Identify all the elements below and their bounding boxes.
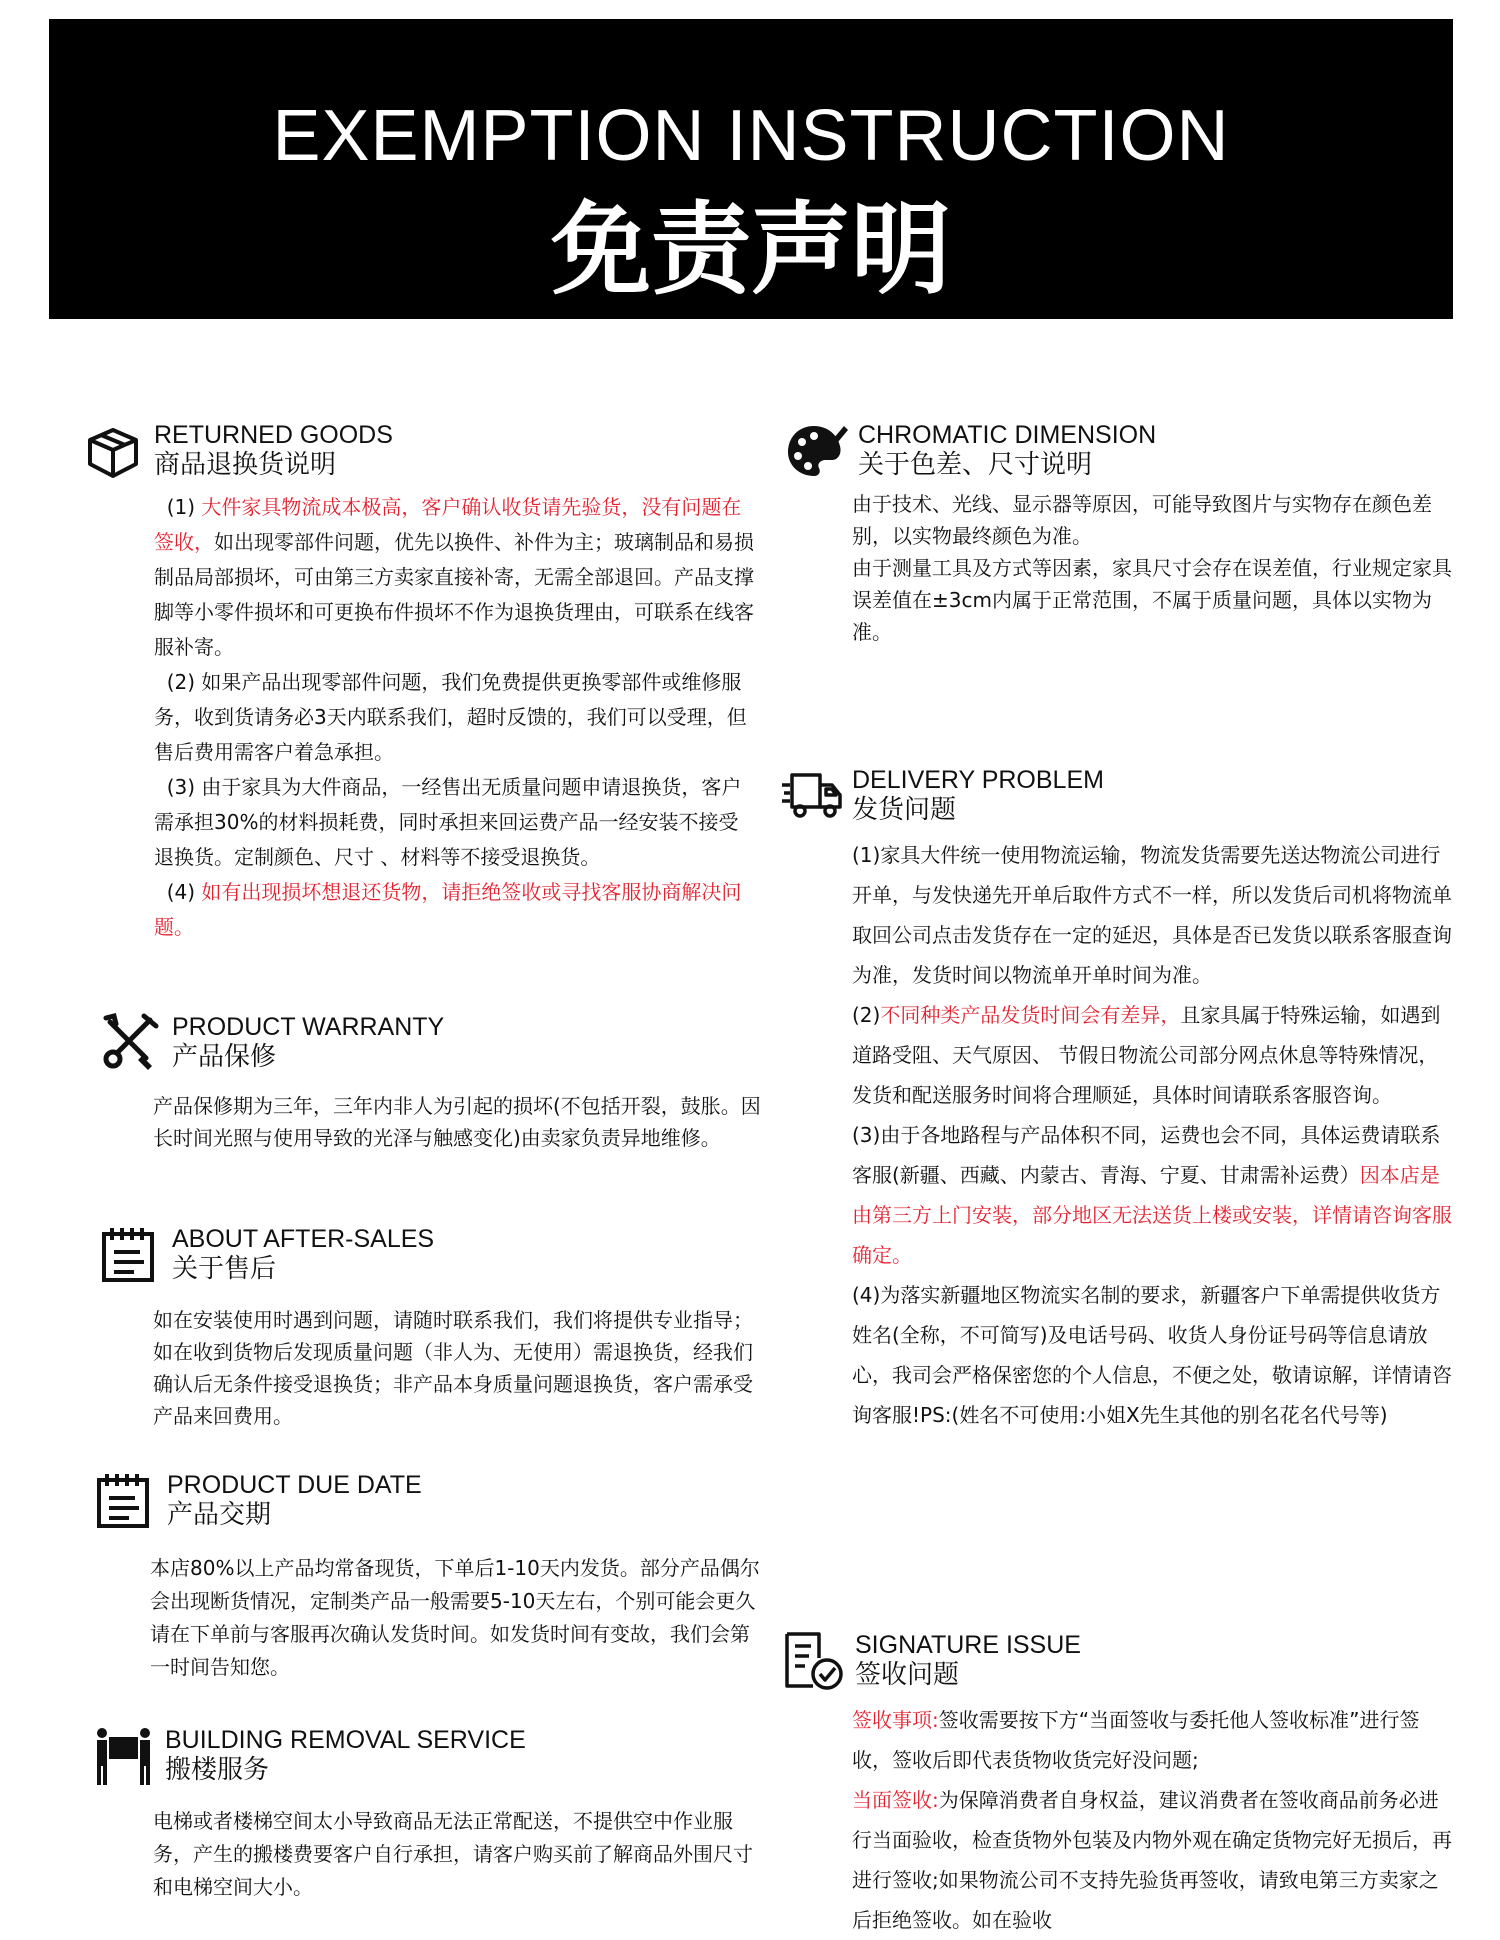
- page-title-en: EXEMPTION INSTRUCTION: [272, 96, 1230, 176]
- section-title-en: PRODUCT WARRANTY: [172, 1013, 445, 1041]
- section-title-cn: 产品交期: [167, 1500, 272, 1530]
- section-title-en: ABOUT AFTER-SALES: [172, 1225, 435, 1253]
- paragraph-3: [154, 770, 754, 875]
- calendar-icon: [100, 1224, 162, 1286]
- section-title-cn: 关于售后: [172, 1254, 277, 1284]
- section-product-warranty: [100, 1012, 770, 1150]
- section-body: 如在安装使用时遇到问题，请随时联系我们，我们将提供专业指导；如在收到货物后发现质量问题（非人为、无使用）需退换货，经我们确认后无条件接受退换货；非产品本身质量问题退换货，客户需承受产品来回费用。: [153, 1308, 753, 1428]
- highlight-text: 大件家具物流成本极高，客户确认收货请先验货，没有问题在签收，: [154, 495, 742, 554]
- section-body: [852, 1700, 1454, 1940]
- section-returned-goods: [82, 420, 762, 939]
- highlight-text: 不同种类产品发货时间会有差异，: [880, 1003, 1181, 1027]
- section-delivery-problem: [780, 765, 1456, 1427]
- paragraph-text: 且家具属于特殊运输，如遇到道路受阻、天气原因、 节假日物流公司部分网点休息等特殊情况，发货和配送服务时间将合理顺延，具体时间请联系客服咨询。: [852, 1003, 1441, 1107]
- paragraph-text: (3) 由于家具为大件商品，一经售出无质量问题申请退换货，客户需承担30%的材料损耗费，同时承担来回运费产品一经安装不接受退换货。定制颜色、尺寸 、材料等不接受退换货。: [154, 775, 742, 869]
- section-body: 电梯或者楼梯空间太小导致商品无法正常配送，不提供空中作业服务，产生的搬楼费要客户自行承担，请客户购买前了解商品外围尺寸和电梯空间大小。: [153, 1809, 753, 1899]
- paragraph-1: 由于技术、光线、显示器等原因，可能导致图片与实物存在颜色差别，以实物最终颜色为准。: [852, 492, 1432, 548]
- paragraph-3: [852, 1115, 1452, 1275]
- section-title-cn: 搬楼服务: [165, 1755, 270, 1785]
- paragraph-text: 为保障消费者自身权益，建议消费者在签收商品前务必进行当面验收，检查货物外包装及内物外观在确定货物完好无损后，再进行签收;如果物流公司不支持先验货再签收，请致电第三方卖家之后拒绝签收。如在验收: [852, 1788, 1452, 1932]
- paragraph-text: 签收需要按下方“当面签收与委托他人签收标准”进行签收，签收后即代表货物收货完好没问题;: [852, 1708, 1420, 1772]
- paragraph-2: 由于测量工具及方式等因素，家具尺寸会存在误差值，行业规定家具误差值在±3cm内属于正常范围，不属于质量问题，具体以实物为准。: [852, 556, 1452, 644]
- section-body: 产品保修期为三年，三年内非人为引起的损坏(不包括开裂，鼓胀。因长时间光照与使用导致的光泽与触感变化)由卖家负责异地维修。: [153, 1094, 761, 1150]
- section-title-cn: 发货问题: [852, 795, 957, 825]
- section-title-cn: 产品保修: [172, 1042, 277, 1072]
- highlight-text: 因本店是由第三方上门安装，部分地区无法送货上楼或安装，详情请咨询客服确定。: [852, 1163, 1452, 1267]
- section-title-en: BUILDING REMOVAL SERVICE: [165, 1726, 526, 1754]
- section-title-en: CHROMATIC DIMENSION: [858, 421, 1157, 449]
- section-body: [852, 835, 1452, 1435]
- paragraph-2: [852, 1780, 1454, 1940]
- highlight-text: 如有出现损坏想退还货物，请拒绝签收或寻找客服协商解决问题。: [154, 880, 742, 939]
- section-header: [95, 1470, 770, 1530]
- item-number: (4): [166, 880, 196, 904]
- item-number: (1): [166, 495, 196, 519]
- section-header: [786, 420, 1456, 480]
- section-header: [82, 420, 762, 480]
- signed-document-icon: [783, 1630, 845, 1692]
- section-signature-issue: [783, 1630, 1456, 1932]
- paragraph-4: [154, 875, 754, 945]
- header-banner: [49, 19, 1453, 319]
- palette-icon: [786, 420, 848, 482]
- paragraph-text: (3)由于各地路程与产品体积不同，运费也会不同，具体运费请联系客服(新疆、西藏、内蒙古、青海、宁夏、甘肃需补运费）: [852, 1123, 1441, 1187]
- highlight-text: 当面签收:: [852, 1788, 939, 1812]
- page-title-cn: 免责声明: [551, 191, 951, 308]
- tools-icon: [100, 1012, 162, 1074]
- section-title-en: DELIVERY PROBLEM: [852, 766, 1104, 794]
- paragraph-4: (4)为落实新疆地区物流实名制的要求，新疆客户下单需提供收货方姓名(全称，不可简写)及电话号码、收货人身份证号码等信息请放心，我司会严格保密您的个人信息，不便之处，敬请谅解，详情请咨询客服!PS:(姓名不可使用:小姐X先生其他的别名花名代号等): [852, 1283, 1452, 1427]
- paragraph-1: [154, 490, 754, 665]
- paragraph-1: (1)家具大件统一使用物流运输，物流发货需要先送达物流公司进行开单，与发快递先开单后取件方式不一样，所以发货后司机将物流单取回公司点击发货存在一定的延迟，具体是否已发货以联系客服查询为准，发货时间以物流单开单时间为准。: [852, 843, 1452, 987]
- section-body: 本店80%以上产品均常备现货，下单后1-10天内发货。部分产品偶尔会出现断货情况，定制类产品一般需要5-10天左右，个别可能会更久请在下单前与客服再次确认发货时间。如发货时间有变故，我们会第一时间告知您。: [150, 1556, 760, 1679]
- section-body: [852, 488, 1454, 648]
- section-header: [100, 1012, 770, 1072]
- section-header: [93, 1725, 770, 1785]
- section-title-cn: 关于色差、尺寸说明: [858, 450, 1093, 480]
- paragraph-2: [852, 995, 1452, 1115]
- section-title-en: PRODUCT DUE DATE: [167, 1471, 422, 1499]
- section-title-en: RETURNED GOODS: [154, 421, 393, 449]
- movers-icon: [93, 1725, 155, 1787]
- section-title-cn: 签收问题: [855, 1660, 960, 1690]
- truck-icon: [780, 765, 842, 827]
- section-header: [100, 1224, 770, 1284]
- section-product-due-date: [95, 1470, 770, 1679]
- section-building-removal: [93, 1725, 770, 1899]
- section-header: [780, 765, 1456, 825]
- section-body: [154, 490, 754, 945]
- box-icon: [82, 420, 144, 482]
- section-chromatic-dimension: [786, 420, 1456, 644]
- item-number: (2): [852, 1003, 881, 1027]
- paragraph-1: [852, 1700, 1454, 1780]
- paragraph-text: (2) 如果产品出现零部件问题，我们免费提供更换零部件或维修服务，收到货请务必3天内联系我们，超时反馈的，我们可以受理，但售后费用需客户着急承担。: [154, 670, 747, 764]
- section-after-sales: [100, 1224, 770, 1428]
- highlight-text: 签收事项:: [852, 1708, 939, 1732]
- paragraph-2: [154, 665, 754, 770]
- calendar-icon: [95, 1470, 157, 1532]
- section-title-en: SIGNATURE ISSUE: [855, 1631, 1081, 1659]
- paragraph-text: 如出现零部件问题，优先以换件、补件为主；玻璃制品和易损制品局部损坏，可由第三方卖家直接补寄，无需全部退回。产品支撑脚等小零件损坏和可更换布件损坏不作为退换货理由，可联系在线客服补寄。: [154, 530, 754, 659]
- section-header: [783, 1630, 1456, 1690]
- section-title-cn: 商品退换货说明: [154, 450, 337, 480]
